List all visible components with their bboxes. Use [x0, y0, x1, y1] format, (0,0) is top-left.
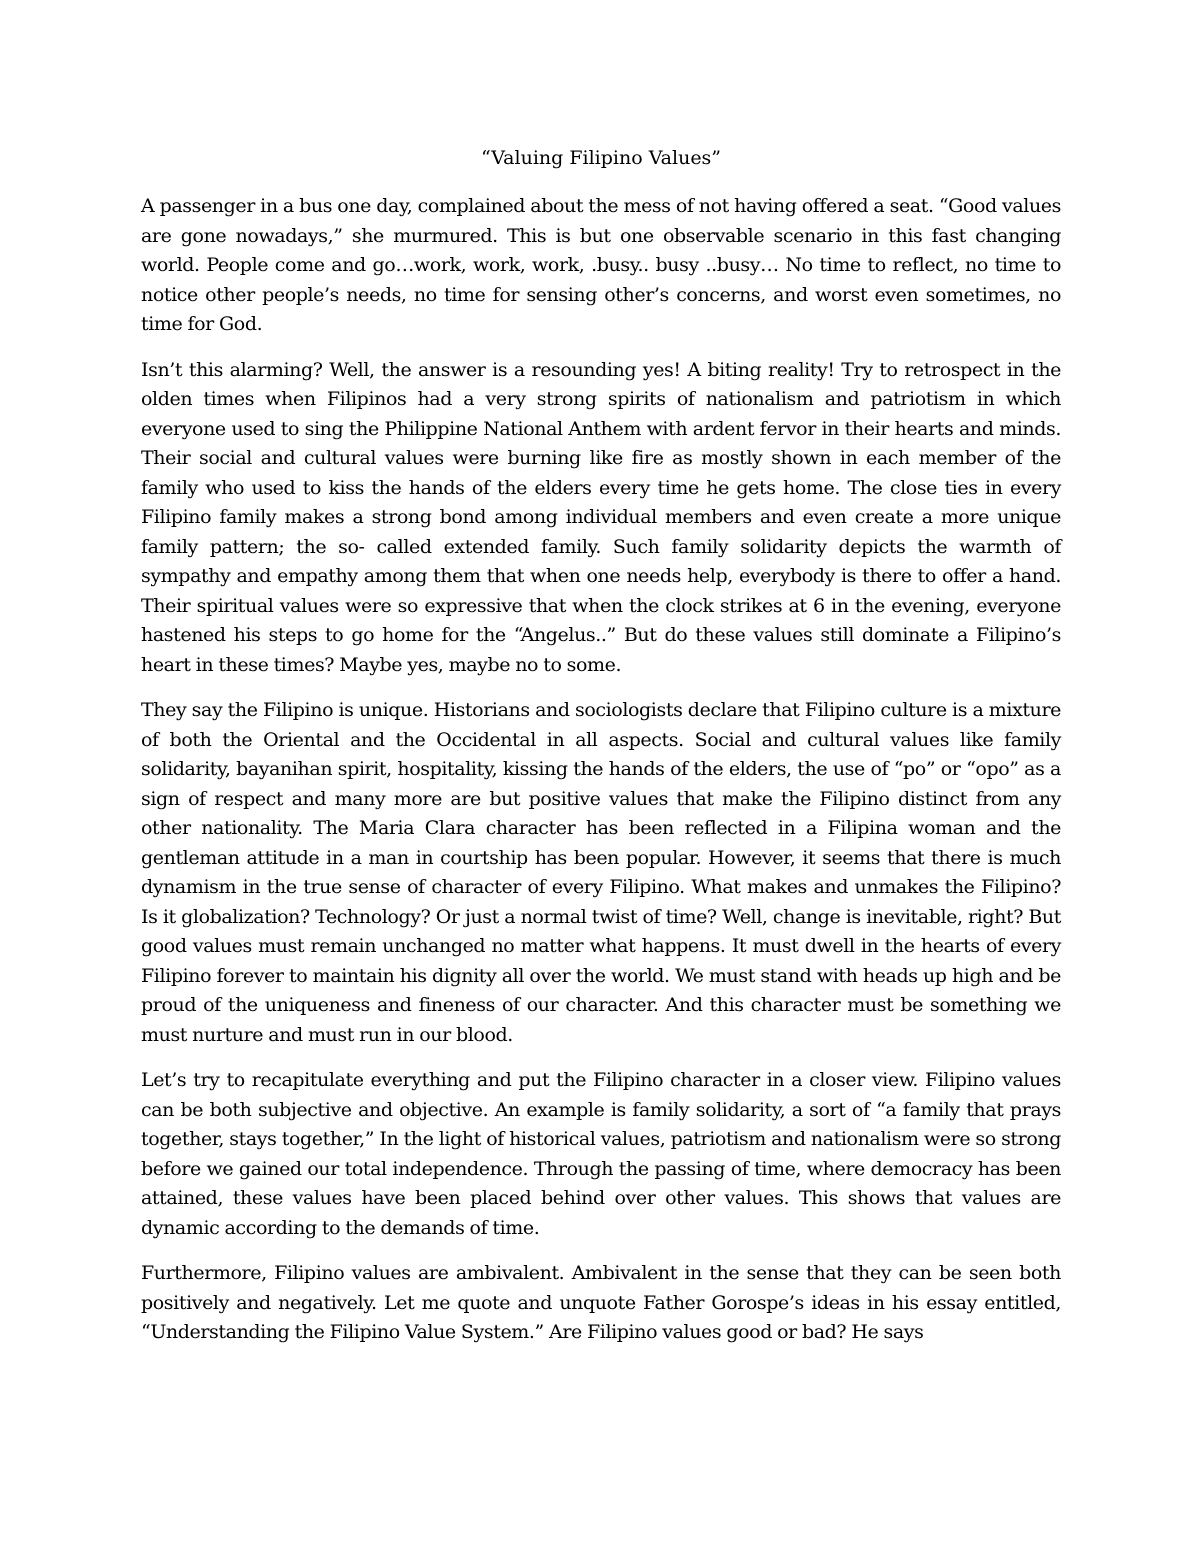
paragraph-4: Let’s try to recapitulate everything and put the Filipino character in a closer view. Filipino values can be both subjective and objective. An example is family solidarity, a sort of “a family that prays together, stays together,” In the light of historical values, patriotism and nationalism were so strong before we gained our total independence. Through the passing of time, where democracy has been attained, these values have been placed behind over other values. This shows that values are dynamic according to the demands of time. [141, 1069, 1061, 1239]
document-body [141, 143, 1061, 1348]
paragraph-3: They say the Filipino is unique. Historians and sociologists declare that Filipino culture is a mixture of both the Oriental and the Occidental in all aspects. Social and cultural values like family solidarity, bayanihan spirit, hospitality, kissing the hands of the elders, the use of “po” or “opo” as a sign of respect and many more are but positive values that make the Filipino distinct from any other nationality. The Maria Clara character has been reflected in a Filipina woman and the gentleman attitude in a man in courtship has been popular. However, it seems that there is much dynamism in the true sense of character of every Filipino. What makes and unmakes the Filipino? Is it globalization? Technology? Or just a normal twist of time? Well, change is inevitable, right? But good values must remain unchanged no matter what happens. It must dwell in the hearts of every Filipino forever to maintain his dignity all over the world. We must stand with heads up high and be proud of the uniqueness and fineness of our character. And this character must be something we must nurture and must run in our blood. [141, 699, 1061, 1046]
paragraph-2: Isn’t this alarming? Well, the answer is a resounding yes! A biting reality! Try to retrospect in the olden times when Filipinos had a very strong spirits of nationalism and patriotism in which everyone used to sing the Philippine National Anthem with ardent fervor in their hearts and minds. Their social and cultural values were burning like fire as mostly shown in each member of the family who used to kiss the hands of the elders every time he gets home. The close ties in every Filipino family makes a strong bond among individual members and even create a more unique family pattern; the so- called extended family. Such family solidarity depicts the warmth of sympathy and empathy among them that when one needs help, everybody is there to offer a hand. Their spiritual values were so expressive that when the clock strikes at 6 in the evening, everyone hastened his steps to go home for the “Angelus..” But do these values still dominate a Filipino’s heart in these times? Maybe yes, maybe no to some. [141, 358, 1061, 676]
paragraph-1: A passenger in a bus one day, complained about the mess of not having offered a seat. “Good values are gone nowadays,” she murmured. This is but one observable scenario in this fast changing world. People come and go…work, work, work, .busy.. busy ..busy… No time to reflect, no time to notice other people’s needs, no time for sensing other’s concerns, and worst even sometimes, no time for God. [141, 195, 1061, 335]
document-title: “Valuing Filipino Values” [480, 147, 722, 169]
paragraph-5: Furthermore, Filipino values are ambivalent. Ambivalent in the sense that they can be seen both positively and negatively. Let me quote and unquote Father Gorospe’s ideas in his essay entitled, “Understanding the Filipino Value System.” Are Filipino values good or bad? He says [141, 1262, 1061, 1343]
